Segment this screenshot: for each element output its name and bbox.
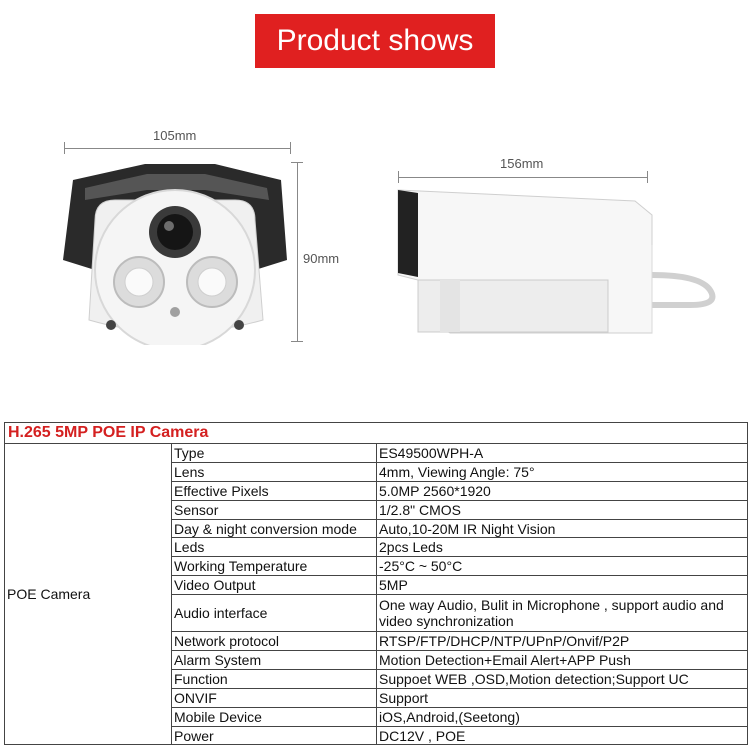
spec-value: RTSP/FTP/DHCP/NTP/UPnP/Onvif/P2P: [377, 632, 748, 651]
front-width-tick-right: [290, 142, 291, 154]
banner-title: Product shows: [255, 14, 495, 68]
spec-value: Motion Detection+Email Alert+APP Push: [377, 651, 748, 670]
spec-value: ES49500WPH-A: [377, 444, 748, 463]
spec-key: Power: [172, 726, 377, 745]
front-width-line: [64, 148, 291, 149]
spec-key: Video Output: [172, 576, 377, 595]
spec-key: Network protocol: [172, 632, 377, 651]
spec-key: Mobile Device: [172, 707, 377, 726]
spec-title-row: [5, 423, 748, 444]
front-height-line: [297, 162, 298, 342]
spec-key: Day & night conversion mode: [172, 519, 377, 538]
spec-value: 5.0MP 2560*1920: [377, 481, 748, 500]
front-height-label: 90mm: [303, 251, 340, 266]
side-length-tick-right: [647, 171, 648, 183]
side-length-line: [398, 177, 648, 178]
spec-value: Support: [377, 688, 748, 707]
front-width-tick-left: [64, 142, 65, 154]
spec-key: Working Temperature: [172, 557, 377, 576]
side-length-tick-left: [398, 171, 399, 183]
spec-key: Audio interface: [172, 595, 377, 632]
camera-side-image: [390, 185, 740, 340]
spec-key: Function: [172, 669, 377, 688]
spec-value: One way Audio, Bulit in Microphone , support audio and video synchronization: [377, 595, 748, 632]
spec-value: iOS,Android,(Seetong): [377, 707, 748, 726]
spec-value: Auto,10-20M IR Night Vision: [377, 519, 748, 538]
spec-key: Lens: [172, 462, 377, 481]
spec-value: Suppoet WEB ,OSD,Motion detection;Support UC: [377, 669, 748, 688]
spec-row: [5, 444, 748, 463]
spec-key: Leds: [172, 538, 377, 557]
side-length-label: 156mm: [500, 156, 544, 171]
spec-value: 4mm, Viewing Angle: 75°: [377, 462, 748, 481]
spec-key: Alarm System: [172, 651, 377, 670]
spec-key: Type: [172, 444, 377, 463]
spec-value: DC12V , POE: [377, 726, 748, 745]
spec-value: 1/2.8" CMOS: [377, 500, 748, 519]
spec-title: H.265 5MP POE IP Camera: [5, 423, 748, 444]
spec-key: ONVIF: [172, 688, 377, 707]
spec-value: -25°C ~ 50°C: [377, 557, 748, 576]
spec-value: 2pcs Leds: [377, 538, 748, 557]
camera-front-image: [55, 160, 295, 345]
spec-value: 5MP: [377, 576, 748, 595]
spec-table: [4, 422, 748, 745]
spec-key: Sensor: [172, 500, 377, 519]
spec-key: Effective Pixels: [172, 481, 377, 500]
spec-category: POE Camera: [5, 444, 172, 745]
front-width-label: 105mm: [153, 128, 197, 143]
